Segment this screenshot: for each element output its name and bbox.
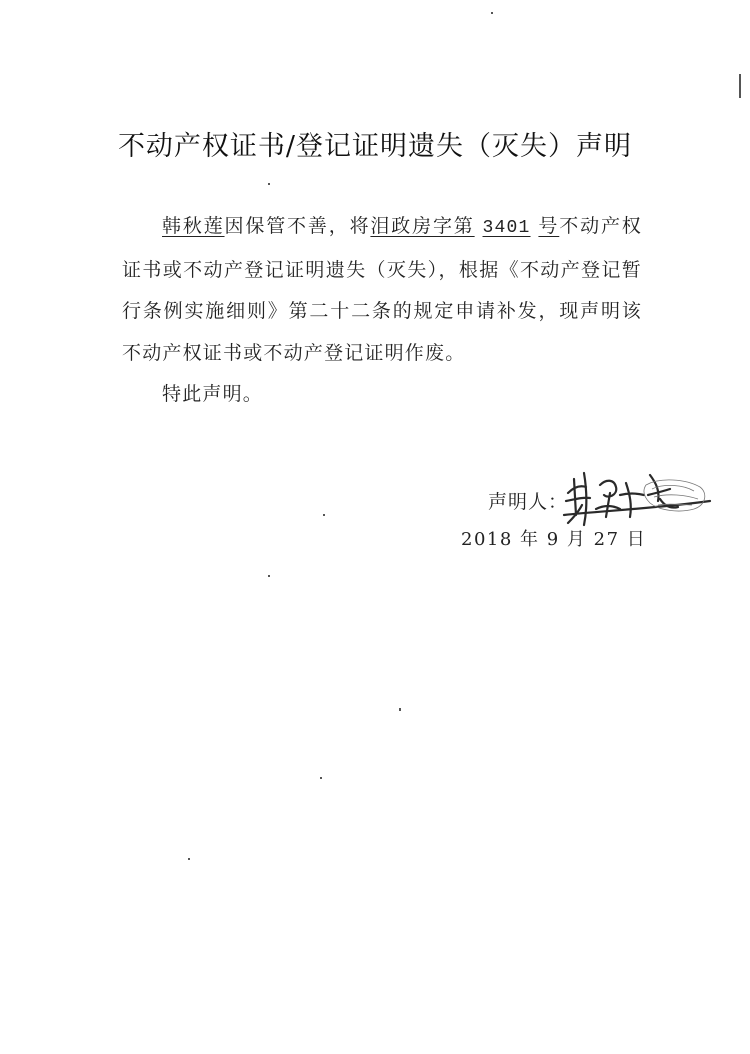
document-title: 不动产权证书/登记证明遗失（灭失）声明 bbox=[117, 131, 633, 162]
scan-speck bbox=[323, 514, 325, 516]
scan-speck bbox=[399, 708, 401, 711]
closing-paragraph: 特此声明。 bbox=[162, 383, 264, 405]
declarant-label: 声明人： bbox=[488, 491, 569, 513]
statement-text-a: 因保管不善，将 bbox=[224, 215, 371, 237]
certificate-suffix: 号 bbox=[538, 215, 560, 237]
scan-speck bbox=[320, 777, 322, 779]
statement-text-b: 不动产权证书或不动产登记证明遗失（灭失），根据《不动产登记暂行条例实施细则》第二十二条的规定申请补发，现声明该不动产权证书或不动产登记证明作废。 bbox=[122, 215, 642, 364]
certificate-number: 3401 bbox=[482, 218, 531, 238]
scan-speck bbox=[268, 183, 270, 185]
scan-speck bbox=[188, 858, 190, 860]
certificate-prefix: 泪政房字第 bbox=[370, 215, 475, 237]
statement-date: 2018 年 9 月 27 日 bbox=[461, 529, 647, 550]
statement-paragraph bbox=[122, 206, 642, 374]
declarant-name: 韩秋莲 bbox=[162, 215, 225, 237]
scan-speck bbox=[491, 12, 493, 14]
scan-speck bbox=[268, 575, 270, 577]
scan-speck bbox=[739, 74, 741, 98]
statement-body bbox=[122, 206, 642, 416]
